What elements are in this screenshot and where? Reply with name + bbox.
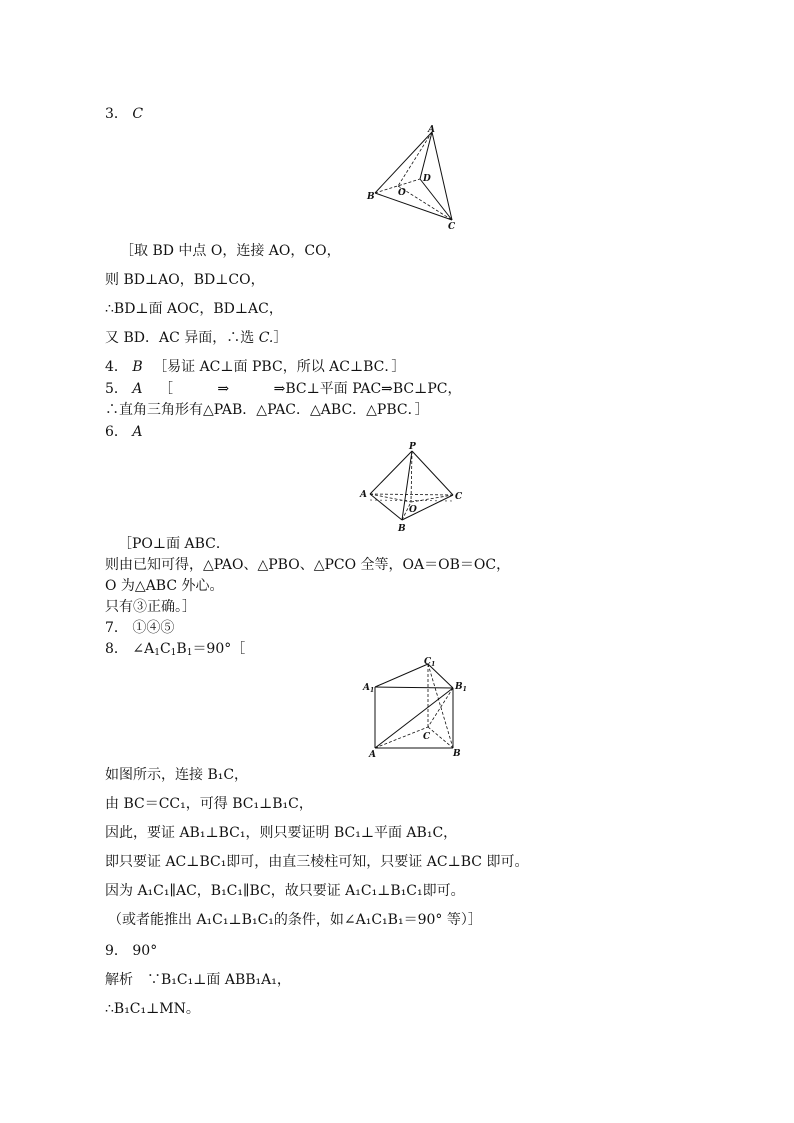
- q4-answer: B: [132, 359, 143, 375]
- q3-line-2: 则 BD⊥AO，BD⊥CO，: [105, 272, 265, 288]
- q8-label-a: A: [369, 750, 376, 760]
- q7-text: ①④⑤: [132, 620, 175, 636]
- q3-line-1: ［取 BD 中点 O，连接 AO，CO，: [120, 243, 341, 259]
- q8-prism-figure: [360, 655, 470, 760]
- q8-label-c1: $C_1$: [424, 657, 436, 668]
- q3-answer: C: [132, 106, 144, 122]
- q9-number: 9．: [105, 943, 128, 959]
- q9-line-2: ∴B₁C₁⊥MN。: [105, 1001, 200, 1017]
- q8-line-1: 如图所示，连接 B₁C，: [105, 767, 249, 783]
- q6-line-4: 只有③正确。］: [105, 599, 196, 615]
- q3-label-b: B: [367, 192, 375, 202]
- q3-label-d: D: [423, 174, 431, 184]
- q6-label-p: P: [409, 442, 416, 452]
- q8-number: 8．: [105, 641, 128, 657]
- q5-line-1: 5． A ［ ⇒ ⇒BC⊥平面 PAC⇒BC⊥PC，: [105, 381, 462, 397]
- q8-label-c: C: [423, 732, 431, 742]
- q6-number: 6．: [105, 424, 128, 440]
- q8-line-3: 因此，要证 AB₁⊥BC₁，则只要证明 BC₁⊥平面 AB₁C，: [105, 825, 458, 841]
- q6-line-3: O 为△ABC 外心。: [105, 578, 224, 594]
- q4-number: 4．: [105, 359, 128, 375]
- q3-heading: [105, 105, 143, 123]
- q8-line-6: （或者能推出 A₁C₁⊥B₁C₁的条件，如∠A₁C₁B₁＝90° 等）］: [108, 912, 482, 928]
- q3-tetrahedron-figure: [365, 123, 465, 233]
- q6-label-c: C: [455, 492, 463, 502]
- q6-label-o: O: [409, 505, 417, 515]
- q6-answer: A: [132, 424, 143, 440]
- q6-line-1: ［PO⊥面 ABC．: [118, 536, 230, 552]
- q3-line-3: ∴BD⊥面 AOC，BD⊥AC，: [105, 301, 283, 317]
- q6-label-a: A: [360, 490, 367, 500]
- q9-heading: [105, 942, 157, 960]
- q8-label-b: B: [453, 749, 461, 759]
- q7-number: 7．: [105, 620, 128, 636]
- q5-number: 5．: [105, 381, 128, 397]
- q9-text: 90°: [132, 943, 158, 959]
- q5-line-2: ∴直角三角形有△PAB．△PAC．△ABC．△PBC．］: [105, 402, 429, 418]
- q9-line-1: 解析 ∵B₁C₁⊥面 ABB₁A₁，: [105, 972, 291, 988]
- q6-heading: [105, 423, 143, 441]
- q3-label-o: O: [398, 188, 406, 198]
- q3-number: 3．: [105, 106, 128, 122]
- q8-angle: $\angle A_1C_1B_1=90^\circ[$: [132, 641, 246, 658]
- q8-line-2: 由 BC＝CC₁，可得 BC₁⊥B₁C，: [105, 796, 313, 812]
- q8-label-a1: $A_1$: [363, 683, 375, 694]
- q4-text: ［易证 AC⊥面 PBC，所以 AC⊥BC．］: [153, 359, 406, 375]
- q8-label-b1: $B_1$: [455, 682, 467, 693]
- q6-label-b: B: [398, 524, 406, 534]
- q6-line-2: 则由已知可得，△PAO、△PBO、△PCO 全等，OA＝OB＝OC，: [105, 557, 511, 573]
- q8-line-4: 即只要证 AC⊥BC₁即可，由直三棱柱可知，只要证 AC⊥BC 即可。: [105, 854, 529, 870]
- q8-line-5: 因为 A₁C₁∥AC，B₁C₁∥BC，故只要证 A₁C₁⊥B₁C₁即可。: [105, 883, 465, 899]
- q7-line: [105, 619, 174, 637]
- q3-label-c: C: [448, 222, 456, 232]
- q3-label-a: A: [428, 125, 435, 135]
- q8-heading: [105, 640, 245, 658]
- q5-answer: A: [132, 381, 143, 397]
- q4-line: [105, 358, 405, 376]
- q3-line-4: 又 BD．AC 异面，∴选 C.］: [105, 330, 288, 346]
- q6-pyramid-figure: [355, 440, 470, 535]
